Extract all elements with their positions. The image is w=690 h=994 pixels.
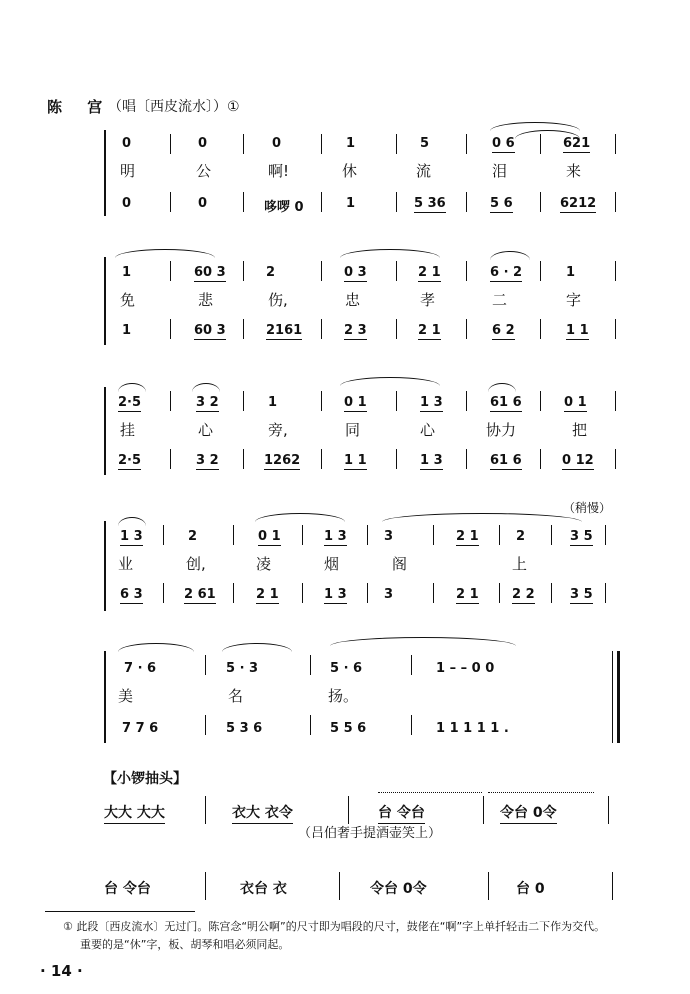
note: 2161 [266, 323, 303, 338]
system-brace [104, 257, 106, 345]
note: 5 6 [490, 196, 513, 211]
note: 1 3 [420, 395, 443, 410]
role-name: 陈 宫 [47, 98, 113, 116]
lyric: 伤, [268, 291, 288, 309]
note: 1 1 1 1 1 . [436, 721, 509, 736]
lyric: 美 [118, 687, 134, 705]
note: 0 3 [344, 265, 367, 280]
note: 5 [420, 136, 430, 151]
note: 2 3 [344, 323, 367, 338]
lyric: 凌 [256, 555, 272, 573]
note: 1262 [264, 453, 301, 468]
score-system-2 [0, 245, 690, 345]
footnote-line: ① 此段〔西皮流水〕无过门。陈宫念“明公啊”的尺寸即为唱段的尺寸，鼓佬在“啊”字上单扦轻击二下作为交代。 [63, 920, 606, 933]
lyric: 业 [118, 555, 134, 573]
note: 0 [198, 196, 208, 211]
lyric: 挂 [120, 421, 136, 439]
percussion-pattern: 台 0 [516, 881, 545, 897]
lyric: 孝 [420, 291, 436, 309]
note: 2 1 [418, 265, 441, 280]
aria-mode: （唱〔西皮流水〕）① [108, 99, 240, 115]
percussion-pattern: 台 令台 [104, 881, 151, 897]
lyric: 免 [120, 291, 136, 309]
lyric: 公 [196, 162, 212, 180]
lyric: 悲 [198, 291, 214, 309]
note: 1 1 [566, 323, 589, 338]
percussion-pattern: 大大 大大 [104, 802, 165, 824]
note: 2 1 [418, 323, 441, 338]
lyric: 明 [120, 162, 136, 180]
note: 5 · 6 [330, 661, 363, 676]
note: 5 36 [414, 196, 446, 211]
note: 1 [346, 196, 356, 211]
note: 5 5 6 [330, 721, 367, 736]
note: 0 [198, 136, 208, 151]
note: 1 3 [324, 529, 347, 544]
tempo-marking: （稍慢） [563, 501, 612, 515]
percussion-pattern: 令台 0令 [370, 881, 427, 897]
system-brace [104, 387, 106, 475]
footnote-rule [45, 911, 195, 912]
lyric: 旁, [268, 421, 288, 439]
note: 0 [122, 196, 132, 211]
lyric: 把 [572, 421, 588, 439]
note: 0 6 [492, 136, 515, 151]
lyric: 二 [492, 291, 508, 309]
note: 2 1 [456, 587, 479, 602]
note: 5 · 3 [226, 661, 259, 676]
note: 1 [122, 265, 132, 280]
note: 2 61 [184, 587, 216, 602]
note: 0 12 [562, 453, 594, 468]
lyric: 啊! [268, 162, 290, 180]
note: 60 3 [194, 265, 226, 280]
page-number: · 14 · [40, 962, 83, 980]
note: 3 [384, 587, 394, 602]
percussion-pattern: 令台 0令 [500, 802, 557, 824]
lyric: 泪 [492, 162, 508, 180]
lyric: 名 [228, 687, 244, 705]
lyric: 同 [345, 421, 361, 439]
note: 0 [122, 136, 132, 151]
note: 1 [566, 265, 576, 280]
lyric: 流 [416, 162, 432, 180]
note: 7 7 6 [122, 721, 159, 736]
note: 1 3 [324, 587, 347, 602]
lyric: 休 [342, 162, 358, 180]
lyric: 协力 [486, 421, 517, 439]
note: 6 2 [492, 323, 515, 338]
note: 3 5 [570, 529, 593, 544]
lyric: 来 [566, 162, 582, 180]
note: 2 [266, 265, 276, 280]
percussion-pattern: 衣大 衣令 [232, 802, 293, 824]
lyric: 阁 [392, 555, 408, 573]
note: 61 6 [490, 395, 522, 410]
note: 1 [346, 136, 356, 151]
note: 3 2 [196, 395, 219, 410]
note: 0 1 [344, 395, 367, 410]
score-system-4 [0, 495, 690, 615]
note: 1 3 [120, 529, 143, 544]
lyric: 心 [420, 421, 436, 439]
note: 6212 [560, 196, 597, 211]
note: 0 [272, 136, 282, 151]
percussion-pattern: 衣台 衣 [240, 881, 287, 897]
note: 0 1 [564, 395, 587, 410]
note: 3 2 [196, 453, 219, 468]
note: 1 – – 0 0 [436, 661, 495, 676]
note: 60 3 [194, 323, 226, 338]
note: 6 · 2 [490, 265, 523, 280]
lyric: 烟 [324, 555, 340, 573]
note: 2 1 [256, 587, 279, 602]
note: 1 [268, 395, 278, 410]
system-brace [104, 521, 106, 611]
note: 1 [122, 323, 132, 338]
percussion-pattern: 台 令台 [378, 802, 425, 824]
lyric: 忠 [345, 291, 361, 309]
section-title: 【小锣抽头】 [103, 771, 187, 787]
note: 5 3 6 [226, 721, 263, 736]
note: 2·5 [118, 395, 142, 410]
note: 2 [188, 529, 198, 544]
score-system-5 [0, 635, 690, 745]
lyric: 字 [566, 291, 582, 309]
note: 2·5 [118, 453, 142, 468]
note: 3 [384, 529, 394, 544]
lyric: 扬。 [328, 687, 359, 705]
note: 2 [516, 529, 526, 544]
note: 61 6 [490, 453, 522, 468]
lyric: 上 [512, 555, 528, 573]
system-brace [104, 651, 106, 743]
note: 1 1 [344, 453, 367, 468]
note: 2 2 [512, 587, 535, 602]
lyric: 创, [186, 555, 206, 573]
footnote-line: 重要的是“休”字，板、胡琴和唱必须同起。 [80, 938, 290, 951]
note: 3 5 [570, 587, 593, 602]
note: 7 · 6 [124, 661, 157, 676]
system-brace [104, 130, 106, 216]
lyric: 心 [198, 421, 214, 439]
note: 6 3 [120, 587, 143, 602]
stage-direction: （吕伯奢手提酒壶笑上） [298, 826, 442, 841]
note: 1 3 [420, 453, 443, 468]
score-system-1 [0, 120, 690, 220]
note: 哆啰 0 [264, 200, 304, 215]
note: 621 [563, 136, 591, 151]
note: 0 1 [258, 529, 281, 544]
score-system-3 [0, 375, 690, 475]
note: 2 1 [456, 529, 479, 544]
